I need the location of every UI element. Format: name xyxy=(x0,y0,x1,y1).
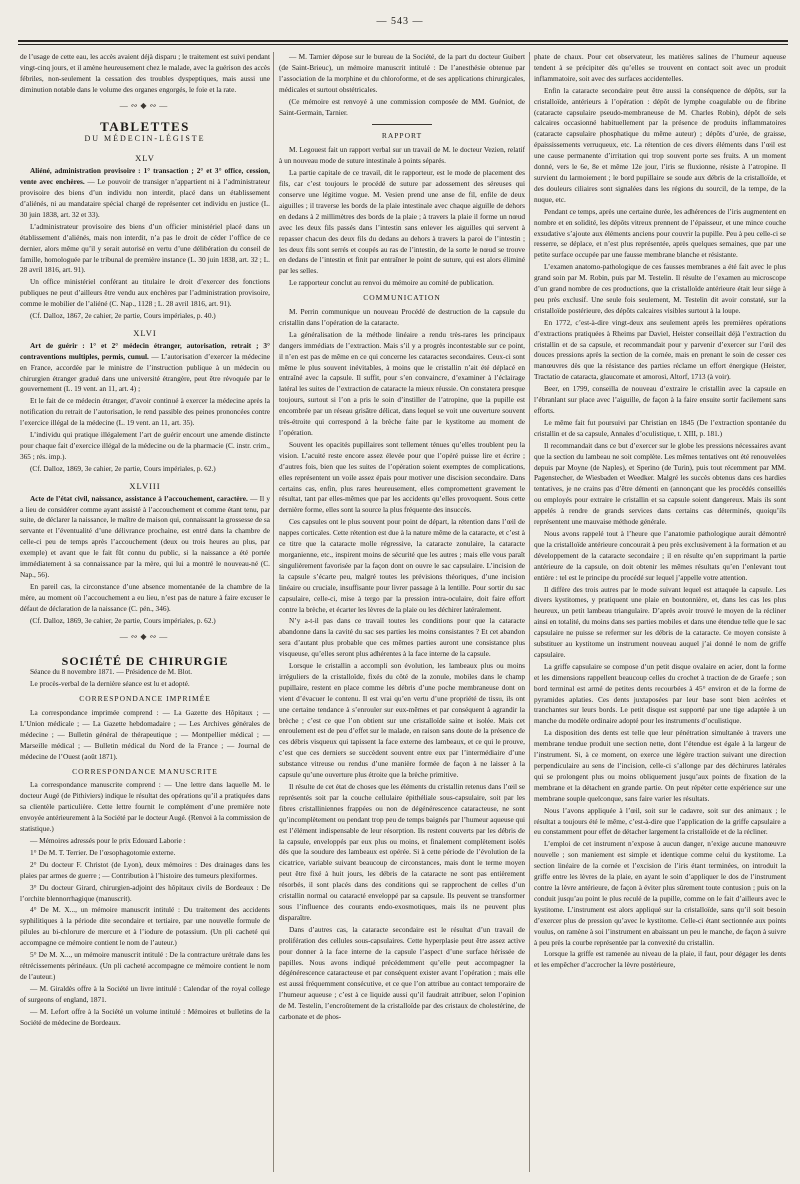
paragraph: La correspondance manuscrite comprend : — Une lettre dans laquelle M. le docteur Augé (de Pithiviers) indique le résultat des opérations qu’il a pratiquées dans sa clientèle particulière. Cette lettre fournit le complément d’une première note envoyée antérieurement à la Société par le docteur Augé. (Renvoi à la commission de statistique.) xyxy=(20,780,270,834)
ornament-divider: —∾◆∾— xyxy=(119,100,171,110)
paragraph: Il diffère des trois autres par le mode suivant lequel est attaquée la capsule. Les divers kystitomes, y pratiquent une plaie en boutonnière, et, dans les cas les plus heureux, un petit lambeau triangulaire. D’après avoir trouvé le moyen de la récliner ainsi en totalité, du moins dans ses parties mobiles et dans une étendue telle que le sac capsulaire ne puisse se refermer sur les débris de la cataracte. Ce moyen consiste à substituer au kystitome un instrument nouveau auquel j’ai donné le nom de griffe capsulaire. xyxy=(534,584,786,659)
paragraph: Le même fait fut poursuivi par Christian en 1845 (De l’extraction spontanée du cristallin et de sa capsule, Annales d’oculistique, t. XIII, p. 181.) xyxy=(534,417,786,438)
paragraph: — Il y a lieu de considérer comme ayant assisté à l’accouchement et comme étant tenu, par suite, de déclarer la naissance, le maître de maison qui, connaissant la grossesse de sa servante et l’éventualité d’une délivrance prochaine, est entré dans la chambre de celle-ci peu de temps après l’accouchement (deux ou trois heures au plus, par exemple) et avant que le fait fût connu du public, si la naissance a été portée immédiatement à sa connaissance par la mère, qui lui a montré le nouveau-né (C. Nap., 56). xyxy=(20,493,270,579)
paragraph: Dans d’autres cas, la cataracte secondaire est le résultat d’un travail de prolifération des cellules sous-capsulaires. Cette hyperplasie peut être assez active pour donner à la face interne de la capsule l’aspect d’une surface hérissée de papilles. Nous avons indiqué précédemment qu’elle peut accompagner la dégénérescence cataracteuse et par conséquent exister avant l’opération ; mais elle est aussi fréquemment consécutive, et ce que l’on attribue au contact temporaire de l’humeur aqueuse ; c’est à ce liquide aussi qu’il faudrait attribuer, selon l’opinion de M. Testelin, l’encroûtement de la cristalloïde par des cristaux de cholestérine, de carbonate et de phos- xyxy=(279,924,525,1022)
section-title: TABLETTES xyxy=(100,118,190,134)
paragraph: Le rapporteur conclut au renvoi du mémoire au comité de publication. xyxy=(289,278,494,288)
ornament-divider: —∾◆∾— xyxy=(119,631,171,641)
entry-heading: Art de guérir : 1° et 2° médecin étranger, autorisation, retrait ; 3° contraventions multiples, permis, cumul. xyxy=(20,340,270,361)
paragraph: Et le fait de ce médecin étranger, d’avoir continué à exercer la médecine après la notification du retrait de l’autorisation, le rend passible des peines prononcées contre l’exercice illégal de la médecine (L. 19 vent. an 11, art. 35). xyxy=(20,396,270,428)
entry-number: XLV xyxy=(135,153,155,164)
paragraph: En pareil cas, la circonstance d’une absence momentanée de la chambre de la mère, au moment où l’accouchement a eu lieu, n’est pas de nature à faire excuser le défaut de déclaration de la naissance (C. pén., 346). xyxy=(20,581,270,613)
paragraph: En 1772, c’est-à-dire vingt-deux ans seulement après les premières opérations d’extractions pratiquées à Rheims par Daviel, Heister conseillait déjà l’extraction du cristallin et de sa capsule, et recommandait pour y parvenir d’exercer sur l’œil des douces pressions après la section de la cornée, mais en prenant le soin de cesser ces manœuvres dès que la résistance des parties réclame un effort énergique (Heister, Tractatio de cataracta, glaucomate et amorosi, Altorf, 1713 (à voir). xyxy=(534,317,786,382)
header-rule xyxy=(18,40,788,42)
column-right xyxy=(534,52,786,1174)
paragraph: L’emploi de cet instrument n’expose à aucun danger, n’exige aucune manœuvre nouvelle ; son maniement est simple et identique comme celui du kystitome. La section linéaire de la cornée et l’excision de l’iris étant terminées, on introduit la griffe entre les lèvres de la plaie, en ayant le soin d’appliquer le dos de l’instrument contre la lèvre antérieure, de façon à éviter plus sûrement toute contusion ; puis on la conduit jusqu’au point le plus reculé de la pupille, comme on le fait d’ailleurs avec le kystitome. L’instrument est alors appliqué sur la cristalloïde, sans qu’il soit besoin d’exercer plus de pression qu’avec le kystitome. Celle-ci étant sectionnée aux points voulus, on ramène à soi l’instrument en abaissant un peu le manche, de façon à suivre à peu près la courbe représentée par la convexité du cristallin. xyxy=(534,839,786,947)
subsection-title: COMMUNICATION xyxy=(363,293,441,303)
subsection-title: CORRESPONDANCE IMPRIMÉE xyxy=(79,694,211,704)
paragraph: L’administrateur provisoire des biens d’un officier ministériel placé dans un établissement d’aliénés, mais non interdit, n’a pas le droit de céder l’office de ce dernier, alors même qu’il y serait autorisé en vertu d’une délibération du conseil de famille, homologuée par le tribunal de première instance (L. 30 juin 1838, art. 32 ; L. 28 avril 1816, art. 91). xyxy=(20,221,270,275)
citation: (Cf. Dalloz, 1869, 3e cahier, 2e partie, Cours impériales, p. 62.) xyxy=(30,615,216,625)
page-number: — 543 — xyxy=(376,16,424,27)
paragraph: M. Perrin communique un nouveau Procédé de destruction de la capsule du cristallin dans l’opération de la cataracte. xyxy=(279,307,525,327)
paragraph: 2° Du docteur F. Christot (de Lyon), deux mémoires : Des drainages dans les plaies par armes de guerre ; — Contribution à l’histoire des tumeurs plexiformes. xyxy=(20,859,270,880)
paragraph: — M. Giraldès offre à la Société un livre intitulé : Calendar of the royal college of surgeons of england, 1871. xyxy=(20,983,270,1004)
entry-heading: Aliéné, administration provisoire : 1° transaction ; 2° et 3° office, cession, vente avec enchères. xyxy=(20,166,270,187)
paragraph: Le procès-verbal de la dernière séance est lu et adopté. xyxy=(30,679,190,689)
section-rule xyxy=(372,124,432,125)
paragraph: La griffe capsulaire se compose d’un petit disque ovalaire en acier, dont la forme et les dimensions rappellent beaucoup celles du crochet à traction de de Graefe ; son bord terminal est armé de petites dents recourbées à 45° environ et de la forme de pyramides aplaties. Ces dents juxtaposées par leur base sont bien acérées et tranchantes sur leurs bords. Le petit disque est supporté par une tige adaptée à un manche du modèle ordinaire adopté pour les instruments d’oculistique. xyxy=(534,661,786,726)
section-title: SOCIÉTÉ DE CHIRURGIE xyxy=(61,654,229,669)
paragraph: Pendant ce temps, après une certaine durée, les adhérences de l’iris augmentent en nombre et en solidité, les dépôts vitreux prennent de l’épaisseur, et une mince couche exsudative s’ajoute aux éléments anciens pour couvrir la pupille. Peu à peu celle-ci se resserre, se déplace, et n’est plus représentée, après quelques semaines, que par une petite surface occupée par une fausse membrane blanche et résistante. xyxy=(534,206,786,260)
paragraph: Enfin la cataracte secondaire peut être aussi la conséquence de dépôts, sur la cristalloïde, antérieurs à l’opération : dépôt de lymphe coagulable ou de fibrine (cataracte capsulaire pseudo-membraneuse de M. Charles Robin), dépôt de sels calcaires occasionné habituellement par la présence de produits inflammatoires (cataracte capsulaire phosphatique du même auteur) ; dépôts d’urée, de graisse, épaississements verruqueux, etc. La rétention de ces divers éléments dans l’œil est une cause permanente d’irritation qui trop souvent porte ses fruits. A un moment donné, vers le 6e, 8e et même 12e jour, l’iris se fluxionne, résiste à l’atropine. Il survient du larmoiement ; le bord pupillaire se soude aux débris de la cristalloïde, et des douleurs ciliaires sont signalées dans les régions du sourcil, de la tempe, de la nuque, etc. xyxy=(534,85,786,204)
paragraph: Lorsque le cristallin a accompli son évolution, les lambeaux plus ou moins irréguliers de la cristalloïde, fixés du côté de la zonule, mobiles dans le champ pupillaire, restent en place comme les débris d’une poche membraneuse dont on vient d’évacuer le contenu. Il est vrai qu’en vertu d’une propriété de tissu, ils ont une certaine tendance à s’enrouler sur eux-mêmes et par conséquent à agrandir la brèche ; c’est ce que l’on obtient sur une cristalloïde saine et isolée. Mais cet enroulement est de peu d’effet sur le malade, en raison sans doute de la présence de ces débris visqueux qui tapissent la face externe des lambeaux, et ce qui le prouve, c’est que ces derniers se succèdent souvent entre eux par l’intermédiaire d’une substance vitreuse ou rendus d’une manière formée de façon à ne laisser à la capsule qu’une ouverture plus étroite que la brèche primitive. xyxy=(279,661,525,780)
paragraph: La généralisation de la méthode linéaire a rendu très-rares les principaux dangers immédiats de l’extraction. Mais s’il y a progrès incontestable sur ce point, il n’en est pas de même en ce qui concerne les cataractes secondaires. Ceux-ci sont même le plus souvent inévitables, à moins que le cristallin n’ait été déplacé en entraîné avec la capsule. Il suffit, pour s’en convaincre, d’examiner à l’éclairage latéral les suites de l’extraction de cataracte la mieux réussie. On constatera presque toujours, surtout si l’on a pris le soin d’instiller de l’atropine, que la pupille est encombrée par un réseau grisâtre délicat, dans lequel se voit une ouverture souvent très-étroite qui correspond à la brèche faite par le kystitome au moment de l’opération. xyxy=(279,329,525,437)
subsection-title: CORRESPONDANCE MANUSCRITE xyxy=(72,766,218,776)
paragraph: La disposition des dents est telle que leur pénétration simultanée à travers une membrane tendue produit une section nette, dont l’étendue est égale à la largeur de l’instrument. Si, à ce moment, on exerce une légère traction suivant une direction perpendiculaire au sens de l’incision, celle-ci s’allonge par des déchirures latérales qui se prolongent plus ou moins obliquement jusqu’aux points de fixation de la membrane et la détachent en grande partie. On peut répéter cette expérience sur une membrane souple quelconque, sans faire varier les résultats. xyxy=(534,728,786,803)
paragraph: La partie capitale de ce travail, dit le rapporteur, est le mode de placement des fils, car c’est toujours le procédé de suture par adossement des séreuses qui conserve une légitime vogue. M. Vesien prend une anse de fil, enfile de deux aiguilles ; il traverse les bords de la plaie intestinale avec chaque aiguille de dehors en dedans à 2 millimètres des bords de la plaie ; à travers la plaie il forme un nœud avec les deux fils passés dans l’intestin sans enlever les aiguilles qui servent à repasser chacun des deux fils du dedans au dehors à travers la paroi de l’intestin ; les deux fils sont serrés et coupés au ras de l’intestin, de la sorte le nœud se trouve en dedans de l’intestin et finit par entraîner le point de suture, qui est alors éliminé par les selles. xyxy=(279,168,525,276)
column-middle xyxy=(279,52,525,1174)
citation: (Cf. Dalloz, 1867, 2e cahier, 2e partie, Cours impériales, p. 40.) xyxy=(30,311,216,321)
entry-heading: Acte de l’état civil, naissance, assistance à l’accouchement, caractère. xyxy=(30,493,248,503)
paragraph: Beer, en 1799, conseilla de nouveau d’extraire le cristallin avec la capsule en l’ébranlant sur place avec l’aiguille, de façon à la faire ensuite sortir facilement sans efforts. xyxy=(534,384,786,415)
paragraph: — Mémoires adressés pour le prix Edouard Laborie : xyxy=(30,836,186,845)
entry-number: XLVIII xyxy=(129,480,161,491)
paragraph: 3° Du docteur Girard, chirurgien-adjoint des hôpitaux civils de Bordeaux : De l’orchite blennorrhagique (manuscrit). xyxy=(20,882,270,903)
paragraph: Nous l’avons appliquée à l’œil, soit sur le cadavre, soit sur des animaux ; le résultat a toujours été le même, c’est-à-dire que l’application de la griffe capsulaire a eu constamment pour effet de détacher largement la cristalloïde et de la récliner. xyxy=(534,805,786,837)
section-subtitle: DU MÉDECIN-LÉGISTE xyxy=(84,134,206,144)
column-left xyxy=(20,52,270,1174)
paragraph: N’y a-t-il pas dans ce travail toutes les conditions pour que la cataracte abandonne dans la cavité du sac ses parties les moins consistantes ? Et cet abandon sera d’autant plus probable que ces mêmes parties auront une consistance plus visqueuse, qu’elles seront plus adhérentes à la face interne de la capsule. xyxy=(279,616,525,659)
entry-number: XLVI xyxy=(133,327,157,338)
subsection-title: RAPPORT xyxy=(381,131,423,141)
paragraph: L’examen anatomo-pathologique de ces fausses membranes a été fait avec le plus grand soin par M. Robin, puis par M. Testelin. Il résulte de l’examen au microscope d’un grand nombre de ces productions, que la cristalloïde antérieure était leur siège à peu près exclusif. Une seule fois seulement, M. Testelin dit avoir constaté, sur la cristalloïde postérieure, des dépôts calcaires visibles surtout à la loupe. xyxy=(534,262,786,315)
paragraph: — M. Lefort offre à la Société un volume intitulé : Mémoires et bulletins de la Société de médecine de Bordeaux. xyxy=(20,1006,270,1027)
paragraph: Souvent les opacités pupillaires sont tellement ténues qu’elles troublent peu la vision. L’acuité reste encore assez élevée pour que l’opéré puisse lire et écrire ; d’autres fois, bien que les suites de l’opération soient exemptes de complications, elles représentent un voile assez épais pour motiver une discision secondaire. Dans certains cas, enfin, plus rares heureusement, elles compromettent gravement le résultat, tant par elles-mêmes que par les accidents qu’elles provoquent. Sous cette dernière forme, elles sont la source la plus fréquente des insuccès. xyxy=(279,439,525,515)
paragraph: (Ce mémoire est renvoyé à une commission composée de MM. Guéniot, de Saint-Germain, Tarnier. xyxy=(279,96,525,117)
paragraph: — M. Tarnier dépose sur le bureau de la Société, de la part du docteur Guibert (de Saint-Brieuc), un mémoire manuscrit intitulé : De l’anesthésie obtenue par l’association de la morphine et du chloroforme, et de ses applications chirurgicales, médicales et surtout obstétricales. xyxy=(279,52,525,94)
paragraph: — Le pouvoir de transiger n’appartient ni à l’administrateur provisoire des biens d’un individu non interdit, placé dans un établissement d’aliénés, ni au mandataire spécial chargé de représenter cet individu en justice (L. 30 juin 1838, art. 32 et 33). xyxy=(20,177,270,219)
paragraph: — L’autorisation d’exercer la médecine en France, accordée par le ministre de l’instruction publique à un médecin ou chirurgien étranger gradué dans une université étrangère, peut être révoquée par le gouvernement (L. 19 vent. an 11, art. 4) ; xyxy=(20,351,270,394)
column-divider xyxy=(273,52,274,1172)
paragraph: La correspondance imprimée comprend : — La Gazette des Hôpitaux ; — L’Union médicale ; — La Gazette hebdomadaire ; — Les Archives générales de médecine ; — Bulletin général de thérapeutique ; — Montpellier médical ; — Marseille médical ; — Bulletin médical du Nord de la France ; — Journal de médecine de l’Ouest (août 1871). xyxy=(20,708,270,761)
paragraph: 5° De M. X..., un mémoire manuscrit intitulé : De la contracture urétrale dans les rétrécissements périnéaux. (Un pli cacheté accompagne ce mémoire contient le nom de l’auteur.) xyxy=(20,950,270,981)
paragraph: Un office ministériel conférant au titulaire le droit d’exercer des fonctions publiques ne peut d’ailleurs être vendu aux enchères par l’administration provisoire, comme le mobilier de l’aliéné (C. Nap., 1128 ; L. 28 avril 1816, art. 91). xyxy=(20,277,270,309)
paragraph: Il résulte de cet état de choses que les éléments du cristallin retenus dans l’œil se représentés soit par la couche cellulaire épithéliale sous-capsulaire, soit par les fibres cristalliniennes frappées ou non de dégénérescence cataracteuse, ne sont qu’incomplètement ou pendant trop peu de temps baignés par l’humeur aqueuse qui est l’élément indispensable de leur résorption. Ils restent couverts par les débris de la capsule, enveloppés par eux plus ou moins, et finalement complètement isolés dès que la soudure des lambeaux est opérée. Si à cette période de l’évolution de la cicatrice, variable suivant beaucoup de circonstances, mais dont le terme moyen peut être fixé à huit jours, les débris de la cataracte ne sont pas entièrement résorbés, il sont placés dans des conditions qui se rapprochent de celles d’un cristallin normal ou cataracté enveloppé par sa capsule. Ils peuvent se transformer sous l’influence des courants endo-exosmotiques, mais ils ne peuvent plus disparaître. xyxy=(279,782,525,922)
meeting-info: Séance du 8 novembre 1871. — Présidence de M. Blot. xyxy=(30,667,193,677)
citation: (Cf. Dalloz, 1869, 3e cahier, 2e partie, Cours impériales, p. 62.) xyxy=(30,463,216,473)
paragraph: Ces capsules ont le plus souvent pour point de départ, la rétention dans l’œil de nappes corticales. Cette rétention est due à la nature même de la cataracte, et c’est à ce titre que la cataracte molle régressive, la cataracte zonulaire, la cataracte morganienne, etc., inspirent moins de sécurité que les autres ; mais elle vous paraît singulièrement favorisée par la façon dont on ouvre le sac capsulaire. L’incision de la capsule s’écarte peu, malgré toutes les prévisions théoriques, d’une incision linéaire ou cruciale, insuffisante pour livrer passage à la lentille. Pour sortir du sac capsulaire, celle-ci, mise à tergo par la pression intra-oculaire, doit faire effort contre la brèche, et écarter les lèvres de la plaie ou les déchirer latéralement. xyxy=(279,517,525,614)
header-rule-thin xyxy=(18,44,788,45)
paragraph: L’individu qui pratique illégalement l’art de guérir encourt une amende distincte pour chaque fait d’exercice illégal de la médecine ou de la pharmacie (C. instr. crim., 365 ; rés. imp.). xyxy=(20,430,270,461)
paragraph: 1° De M. T. Terrier. De l’œsophagotomie externe. xyxy=(30,847,176,857)
paragraph: phate de chaux. Pour cet observateur, les matières salines de l’humeur aqueuse tendent à se précipiter dès qu’elles se trouvent en contact soit avec un produit inflammatoire, soit avec des surfaces accidentelles. xyxy=(534,52,786,83)
paragraph: Il recommandait dans ce but d’exercer sur le globe les pressions nécessaires avant que la section du lambeau ne soit complète. Les mêmes tentatives ont été renouvelées depuis par Moyne (de Naples), et Sperino (de Turin), puis tout récemment par MM. Pagenstecher, de Wiesbaden et Weedker. Malgré les succès obtenus dans ces hardies tentatives, je ne crains pas d’être démenti en (annonçant que les procédés conseillés ou employés pour extraire le cristallin et sa capsule soient dangereux. Mais ils sont appelés à rendre de grands services dans certains cas déterminés, quoiqu’ils représentent une mauvaise méthode générale. xyxy=(534,440,786,527)
paragraph: 4° De M. X..., un mémoire manuscrit intitulé : Du traitement des accidents syphilitiques à la période dite secondaire et tertiaire, par une nouvelle formule de pilules au bi-chlorure de mercure et à l’iodure de potassium. (Un pli cacheté qui accompagne ce mémoire contient le nom de l’auteur.) xyxy=(20,905,270,948)
paragraph: M. Legouest fait un rapport verbal sur un travail de M. le docteur Vezien, relatif à un nouveau mode de suture intestinale à points séparés. xyxy=(279,145,525,166)
paragraph: de l’usage de cette eau, les accès avaient déjà disparu ; le traitement est suivi pendant vingt-cinq jours, et il amène heureusement chez le malade, avec la guérison des accès fébriles, non-seulement la cessation des troubles dyspeptiques, mais aussi une diminution notable dans le volume des organes engorgés, le foie et la rate. xyxy=(20,52,270,94)
paragraph: Nous avons rappelé tout à l’heure que l’anatomie pathologique aurait démontré que la cristalloïde antérieure concourait à peu près exclusivement à la formation et au développement de la cataracte secondaire ; il en résulte qu’en supprimant la partie antérieure de la capsule, on doit obtenir les mêmes résultats qu’en l’enlevant tout entière : tel est le principe du procédé sur lequel j’appelle votre attention. xyxy=(534,528,786,582)
column-divider xyxy=(529,52,530,1172)
paragraph: Lorsque la griffe est ramenée au niveau de la plaie, il faut, pour dégager les dents et les empêcher d’accrocher la lèvre postérieure, xyxy=(534,949,786,970)
